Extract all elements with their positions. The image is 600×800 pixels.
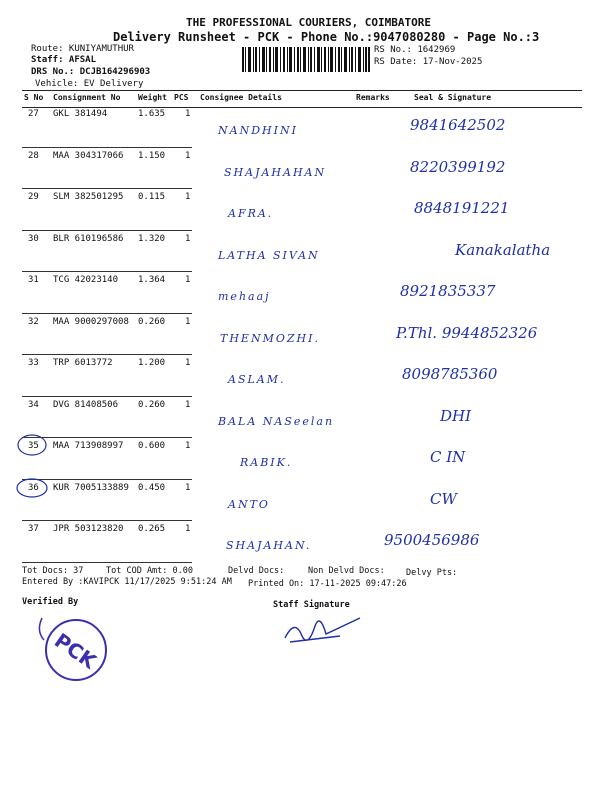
cell-pcs: 1 <box>185 109 191 119</box>
staff-signature-scribble <box>280 608 370 648</box>
cell-pcs: 1 <box>185 192 191 202</box>
consignee-name-handwritten: RABIK. <box>240 456 293 469</box>
cell-consignment: DVG 81408506 <box>53 399 119 410</box>
receiver-signature: 8220399192 <box>410 157 506 176</box>
consignee-name-handwritten: AFRA. <box>228 207 274 220</box>
col-consignment: Consignment No <box>53 93 121 102</box>
cell-weight: 1.320 <box>138 233 166 244</box>
pck-stamp <box>34 606 114 686</box>
cell-pcs: 1 <box>185 150 191 161</box>
non-delivered-docs: Non Delvd Docs: <box>308 566 385 576</box>
runsheet-title: Delivery Runsheet - PCK - Phone No.:9047080280 - Page No.:3 <box>113 30 540 44</box>
cell-weight: 0.265 <box>138 524 166 534</box>
table-row <box>22 272 582 313</box>
consignee-name-handwritten: mehaaj <box>218 290 271 303</box>
col-sno: S No <box>24 93 44 102</box>
consignee-name-handwritten: SHAJAHAN. <box>226 539 312 552</box>
cell-pcs: 1 <box>185 441 191 451</box>
cell-pcs: 1 <box>185 399 191 410</box>
cell-sno: 30 <box>28 233 39 244</box>
barcode <box>242 47 370 72</box>
cell-weight: 1.150 <box>138 150 166 161</box>
col-weight: Weight <box>138 93 167 102</box>
cell-sno: 37 <box>28 524 39 534</box>
cell-pcs: 1 <box>185 275 191 285</box>
cell-consignment: MAA 9000297008 <box>53 316 129 327</box>
cell-pcs: 1 <box>185 482 191 493</box>
rs-number: RS No.: 1642969 <box>374 45 456 55</box>
receiver-signature: Kanakalatha <box>455 240 551 259</box>
cell-consignment: MAA 304317066 <box>53 150 124 161</box>
receiver-signature: 8848191221 <box>414 199 510 217</box>
cell-consignment: JPR 503123820 <box>53 524 124 534</box>
cell-consignment: BLR 610196586 <box>53 233 124 244</box>
route-label: Route: KUNIYAMUTHUR <box>31 44 134 54</box>
cell-sno: 36 <box>28 482 39 493</box>
table-row <box>22 438 582 479</box>
total-docs: Tot Docs: 37 <box>22 566 84 576</box>
receiver-signature: P.Thl. 9944852326 <box>396 323 538 342</box>
cell-pcs: 1 <box>185 358 191 368</box>
cell-weight: 1.364 <box>138 275 166 285</box>
consignee-name-handwritten: ANTO <box>228 497 270 511</box>
drs-number: DRS No.: DCJB164296903 <box>31 67 151 77</box>
consignee-name-handwritten: THENMOZHI. <box>220 331 320 345</box>
cell-pcs: 1 <box>185 316 191 327</box>
rs-date: RS Date: 17-Nov-2025 <box>374 57 483 67</box>
entered-by: Entered By :KAVIPCK 11/17/2025 9:51:24 AM <box>22 577 232 587</box>
cell-consignment: TRP 6013772 <box>53 358 113 368</box>
receiver-signature: 8098785360 <box>402 365 498 383</box>
row-divider <box>22 562 192 563</box>
receiver-signature: 9500456986 <box>384 531 480 549</box>
staff-label: Staff: AFSAL <box>31 55 97 65</box>
table-row <box>22 480 582 521</box>
cell-pcs: 1 <box>185 233 191 244</box>
receiver-signature: 8921835337 <box>400 282 496 300</box>
consignee-name-handwritten: SHAJAHAHAN <box>224 165 327 179</box>
company-title: THE PROFESSIONAL COURIERS, COIMBATORE <box>186 16 432 29</box>
cell-sno: 28 <box>28 150 39 161</box>
cell-weight: 0.260 <box>138 316 166 327</box>
table-row <box>22 355 582 396</box>
svg-text:PCK: PCK <box>50 628 101 674</box>
receiver-signature: C IN <box>430 448 466 466</box>
cell-weight: 1.635 <box>138 109 166 119</box>
delivery-points: Delvy Pts: <box>406 568 458 578</box>
printed-on: Printed On: 17-11-2025 09:47:26 <box>248 579 407 589</box>
cell-sno: 35 <box>28 441 39 451</box>
verified-by-label: Verified By <box>22 597 79 607</box>
cell-consignment: SLM 382501295 <box>53 192 124 202</box>
cell-weight: 0.600 <box>138 441 166 451</box>
consignee-name-handwritten: NANDHINI <box>218 124 298 137</box>
col-seal-signature: Seal & Signature <box>414 93 492 102</box>
cell-sno: 31 <box>28 275 39 285</box>
consignee-name-handwritten: ASLAM. <box>228 373 286 386</box>
receiver-signature: DHI <box>440 406 472 425</box>
cell-weight: 0.115 <box>138 192 166 202</box>
cell-sno: 27 <box>28 109 39 119</box>
cell-consignment: MAA 713908997 <box>53 441 124 451</box>
cell-consignment: TCG 42023140 <box>53 275 119 285</box>
cell-consignment: KUR 7005133889 <box>53 482 129 493</box>
cell-sno: 34 <box>28 399 39 410</box>
circle-marks <box>10 428 50 498</box>
staff-signature-label: Staff Signature <box>273 600 350 610</box>
cell-weight: 0.260 <box>138 399 166 410</box>
col-consignee: Consignee Details <box>200 93 282 102</box>
consignee-name-handwritten: LATHA SIVAN <box>218 248 320 262</box>
delivered-docs: Delvd Docs: <box>228 566 285 576</box>
cell-pcs: 1 <box>185 524 191 534</box>
vehicle-label: Vehicle: EV Delivery <box>35 79 144 89</box>
cell-consignment: GKL 381494 <box>53 109 108 119</box>
receiver-signature: CW <box>430 489 457 508</box>
col-pcs: PCS <box>174 93 189 102</box>
receiver-signature: 9841642502 <box>410 116 506 134</box>
cell-weight: 0.450 <box>138 482 166 493</box>
cell-sno: 32 <box>28 316 39 327</box>
col-remarks: Remarks <box>356 93 390 102</box>
total-cod: Tot COD Amt: 0.00 <box>106 566 193 576</box>
cell-sno: 33 <box>28 358 39 368</box>
cell-weight: 1.200 <box>138 358 166 368</box>
cell-sno: 29 <box>28 192 39 202</box>
consignee-name-handwritten: BALA NASeelan <box>218 414 335 428</box>
